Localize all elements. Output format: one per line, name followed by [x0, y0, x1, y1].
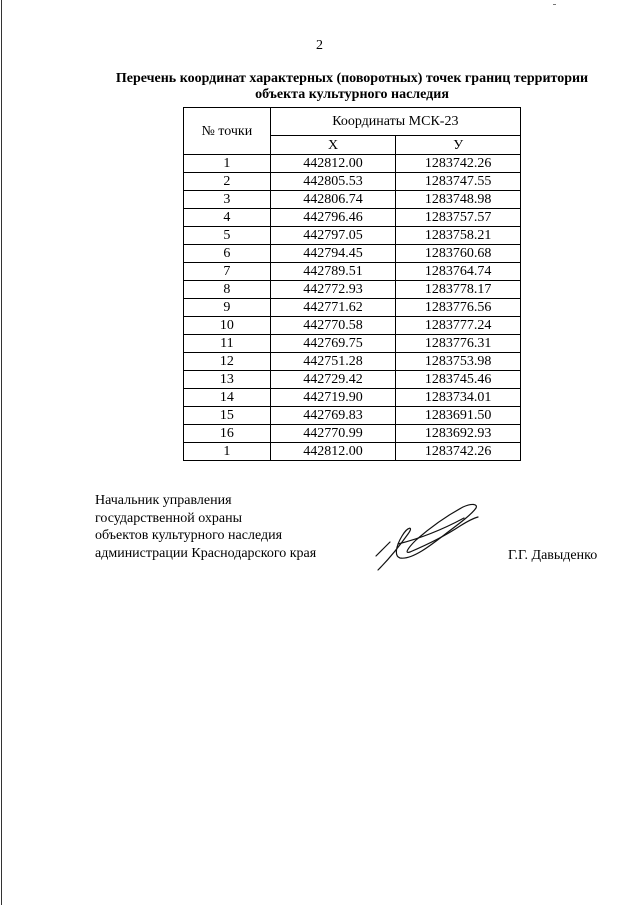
position-line-4: администрации Краснодарского края	[95, 545, 317, 561]
point-number-cell: 5	[184, 227, 271, 245]
point-number-cell: 8	[184, 281, 271, 299]
signatory-name: Г.Г. Давыденко	[508, 548, 598, 563]
x-coordinate-cell: 442806.74	[270, 191, 396, 209]
x-coordinate-cell: 442797.05	[270, 227, 396, 245]
x-coordinate-cell: 442812.00	[270, 443, 396, 461]
x-coordinate-cell: 442796.46	[270, 209, 396, 227]
x-coordinate-cell: 442751.28	[270, 353, 396, 371]
point-number-cell: 4	[184, 209, 271, 227]
table-row	[184, 317, 521, 335]
point-number-cell: 14	[184, 389, 271, 407]
x-coordinate-cell: 442769.83	[270, 407, 396, 425]
y-coordinate-cell: 1283742.26	[396, 155, 521, 173]
y-coordinate-cell: 1283757.57	[396, 209, 521, 227]
table-row	[184, 281, 521, 299]
table-row	[184, 299, 521, 317]
y-coordinate-cell: 1283748.98	[396, 191, 521, 209]
y-coordinate-cell: 1283758.21	[396, 227, 521, 245]
point-number-cell: 10	[184, 317, 271, 335]
point-number-cell: 1	[184, 155, 271, 173]
scan-mark	[553, 4, 556, 5]
y-coordinate-cell: 1283742.26	[396, 443, 521, 461]
point-number-cell: 6	[184, 245, 271, 263]
x-coordinate-cell: 442770.58	[270, 317, 396, 335]
y-coordinate-cell: 1283777.24	[396, 317, 521, 335]
x-coordinate-cell: 442719.90	[270, 389, 396, 407]
point-number-cell: 15	[184, 407, 271, 425]
table-row	[184, 389, 521, 407]
position-line-2: государственной охраны	[95, 510, 243, 526]
y-coordinate-cell: 1283776.56	[396, 299, 521, 317]
table-row	[184, 209, 521, 227]
table-row	[184, 407, 521, 425]
y-coordinate-cell: 1283692.93	[396, 425, 521, 443]
header-y: У	[396, 136, 521, 155]
y-coordinate-cell: 1283760.68	[396, 245, 521, 263]
point-number-cell: 12	[184, 353, 271, 371]
y-coordinate-cell: 1283734.01	[396, 389, 521, 407]
x-coordinate-cell: 442770.99	[270, 425, 396, 443]
y-coordinate-cell: 1283745.46	[396, 371, 521, 389]
title-line-2: объекта культурного наследия	[255, 87, 449, 102]
point-number-cell: 13	[184, 371, 271, 389]
header-x: X	[270, 136, 396, 155]
point-number-cell: 9	[184, 299, 271, 317]
x-coordinate-cell: 442794.45	[270, 245, 396, 263]
document-title	[80, 71, 624, 103]
header-coordinates: Координаты МСК-23	[270, 108, 520, 136]
y-coordinate-cell: 1283691.50	[396, 407, 521, 425]
handwritten-signature	[368, 496, 483, 576]
table-body	[184, 155, 521, 461]
table-row	[184, 425, 521, 443]
point-number-cell: 7	[184, 263, 271, 281]
y-coordinate-cell: 1283747.55	[396, 173, 521, 191]
x-coordinate-cell: 442812.00	[270, 155, 396, 173]
position-line-3: объектов культурного наследия	[95, 528, 283, 543]
point-number-cell: 11	[184, 335, 271, 353]
table-row	[184, 371, 521, 389]
point-number-cell: 3	[184, 191, 271, 209]
table-row	[184, 263, 521, 281]
x-coordinate-cell: 442789.51	[270, 263, 396, 281]
x-coordinate-cell: 442772.93	[270, 281, 396, 299]
y-coordinate-cell: 1283753.98	[396, 353, 521, 371]
table-row	[184, 191, 521, 209]
signatory-position	[95, 492, 316, 562]
coordinates-table	[183, 107, 521, 461]
point-number-cell: 1	[184, 443, 271, 461]
point-number-cell: 16	[184, 425, 271, 443]
x-coordinate-cell: 442771.62	[270, 299, 396, 317]
header-point-number: № точки	[184, 108, 271, 155]
table-row	[184, 245, 521, 263]
title-line-1: Перечень координат характерных (поворотных) точек границ территории	[115, 71, 589, 86]
x-coordinate-cell: 442769.75	[270, 335, 396, 353]
y-coordinate-cell: 1283778.17	[396, 281, 521, 299]
point-number-cell: 2	[184, 173, 271, 191]
page-number: 2	[316, 38, 323, 53]
table-row	[184, 335, 521, 353]
table-row	[184, 227, 521, 245]
y-coordinate-cell: 1283764.74	[396, 263, 521, 281]
table-row	[184, 173, 521, 191]
table-row	[184, 443, 521, 461]
table-row	[184, 353, 521, 371]
x-coordinate-cell: 442729.42	[270, 371, 396, 389]
x-coordinate-cell: 442805.53	[270, 173, 396, 191]
table-row	[184, 155, 521, 173]
page-edge-line	[1, 0, 2, 905]
position-line-1: Начальник управления	[95, 493, 232, 508]
y-coordinate-cell: 1283776.31	[396, 335, 521, 353]
